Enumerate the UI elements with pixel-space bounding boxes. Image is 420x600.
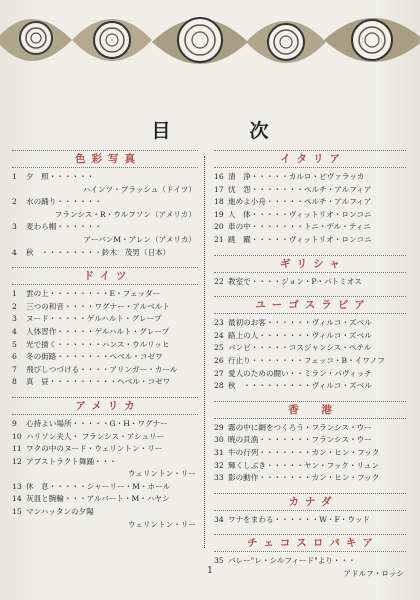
entry-number: 13 bbox=[12, 481, 22, 491]
entry-number: 4 bbox=[12, 326, 17, 336]
entry-number: 34 bbox=[214, 514, 224, 524]
entry-number: 6 bbox=[12, 352, 17, 362]
entry-title: 行止り・・・・・・・フェッコ・B・イワノフ bbox=[228, 355, 385, 365]
toc-entry bbox=[12, 301, 198, 314]
toc-entry bbox=[214, 184, 406, 197]
entry-number: 20 bbox=[214, 222, 224, 232]
entry-number: 22 bbox=[214, 276, 224, 286]
entry-title: 教室で・・・・ジョン・P・パトミオス bbox=[228, 276, 362, 286]
toc-entry bbox=[214, 317, 406, 330]
entry-author: ウェリントン・リー bbox=[127, 519, 196, 529]
section-heading: チェコスロバキア bbox=[214, 534, 406, 552]
eye-motif bbox=[246, 21, 326, 63]
entry-title: 輝くしぶき・・・・・ヤン・フック・リュン bbox=[228, 460, 380, 470]
entry-number: 1 bbox=[12, 289, 17, 299]
entry-title: 跳 躍・・・・・ヴィットリオ・ロンコニ bbox=[228, 234, 372, 244]
toc-entry bbox=[214, 514, 406, 527]
entry-author: フランシス・R・ウルフソン（アメリカ） bbox=[54, 209, 196, 219]
entry-title: ハリソン夫人・ フランシス・アシュリー bbox=[26, 431, 165, 441]
toc-entry bbox=[214, 342, 406, 355]
entry-title: 最初のお客・・・・・・ヴィルコ・ズベル bbox=[228, 318, 372, 328]
section-heading: カナダ bbox=[214, 493, 406, 511]
toc-entry bbox=[214, 422, 406, 435]
entry-title: 忧 怨・・・・・・・ペルチ・アルフィア bbox=[228, 184, 372, 194]
toc-entry bbox=[214, 380, 406, 393]
entry-number: 3 bbox=[12, 222, 17, 232]
toc-entry bbox=[214, 234, 406, 247]
toc-entry bbox=[214, 472, 406, 485]
toc-entry bbox=[12, 481, 198, 494]
toc-entry bbox=[214, 368, 406, 381]
eye-motif bbox=[324, 18, 420, 62]
entry-number: 28 bbox=[214, 381, 224, 391]
entry-number: 2 bbox=[12, 197, 17, 207]
section-heading: ユーゴスラビア bbox=[214, 296, 406, 314]
toc-entry bbox=[12, 196, 198, 209]
entry-number: 8 bbox=[12, 377, 17, 387]
eye-motif bbox=[152, 18, 248, 64]
toc-entry bbox=[214, 434, 406, 447]
entry-title: 三つの和音・・・・ワグナー・アルベルト bbox=[26, 301, 170, 311]
entry-title: 冬の街路・・・・・・・ヘベル・コゼワ bbox=[26, 352, 163, 362]
entry-number: 12 bbox=[12, 456, 22, 466]
toc-entry bbox=[12, 351, 198, 364]
entry-title: アブストラクト舞踊・・・ bbox=[26, 456, 117, 466]
toc-entry bbox=[12, 339, 198, 352]
entry-title: 影の動作・・・・・・・カン・ヒン・フック bbox=[228, 473, 380, 483]
entry-number: 19 bbox=[214, 209, 224, 219]
entry-number: 4 bbox=[12, 247, 17, 257]
toc-entry bbox=[214, 330, 406, 343]
entry-number: 2 bbox=[12, 301, 17, 311]
toc-entry bbox=[12, 364, 198, 377]
entry-number: 35 bbox=[214, 556, 224, 566]
page-title: 目 次 bbox=[151, 120, 299, 142]
entry-title: 飛びしつづける・・・・アリンガー・カール bbox=[26, 364, 178, 374]
entry-number: 17 bbox=[214, 184, 224, 194]
entry-title: 休 息・・・・・シャーリー・M・ホール bbox=[26, 481, 171, 491]
entry-title: バンビ・・・・・コスジャンシス・ペテル bbox=[228, 343, 372, 353]
entry-number: 24 bbox=[214, 330, 224, 340]
entry-title: 人体習作・・・・・ゲルハルト・グレープ bbox=[26, 326, 170, 336]
toc-entry bbox=[12, 221, 198, 234]
toc-entry bbox=[12, 288, 198, 301]
section-heading: ギリシャ bbox=[214, 255, 406, 273]
entry-number: 29 bbox=[214, 422, 224, 432]
toc-entry bbox=[12, 376, 198, 389]
entry-title: 路上の人・・・・・・・ヴィルコ・ズベル bbox=[228, 330, 372, 340]
entry-number: 27 bbox=[214, 368, 224, 378]
section-heading: イタリア bbox=[214, 150, 406, 168]
entry-title: 人 体・・・・・ヴィットリオ・ロンコニ bbox=[228, 209, 372, 219]
entry-number: 3 bbox=[12, 314, 17, 324]
entry-title: 車の中・・・・・・・トニ・デル・ティニ bbox=[228, 222, 371, 232]
entry-author: ハインツ・ブラッシュ（ドイツ） bbox=[82, 184, 196, 194]
entry-number: 9 bbox=[12, 418, 17, 428]
entry-title: ヌード・・・・・ゲルハルト・グレープ bbox=[26, 314, 162, 324]
entry-number: 10 bbox=[12, 431, 22, 441]
entry-title: 夕 照・・・・・・ bbox=[26, 172, 95, 181]
page-number: 1 bbox=[207, 566, 213, 576]
entry-title: 真 昼・・・・・・・・・ヘベル・コゼワ bbox=[26, 377, 171, 387]
entry-title: マンハッタンの夕陽 bbox=[26, 507, 94, 517]
toc-entry bbox=[12, 247, 198, 260]
entry-number: 15 bbox=[12, 507, 22, 517]
toc-entry bbox=[12, 431, 198, 444]
toc-entry bbox=[12, 443, 198, 456]
entry-title: ワナをまわる・・・・・・W・F・ウッド bbox=[228, 514, 371, 524]
entry-title: 雲の上・・・・・・・・E・フェッダー bbox=[26, 289, 161, 299]
toc-entry bbox=[12, 313, 198, 326]
entry-title: 秋 ・・・・・・・・・ヴィルコ・ズベル bbox=[228, 381, 372, 391]
entry-author: アドルフ・ロッシ bbox=[343, 568, 404, 578]
toc-entry bbox=[214, 209, 406, 222]
entry-title: 愛人のための闘い・・ミラン・パヴィッチ bbox=[228, 368, 372, 378]
entry-number: 14 bbox=[12, 494, 22, 504]
entry-number: 7 bbox=[12, 364, 17, 374]
toc-entry bbox=[12, 418, 198, 431]
entry-title: 光で描く・・・・・・ハンス・ウルリッヒ bbox=[26, 339, 170, 349]
toc-entry bbox=[12, 493, 198, 506]
entry-number: 21 bbox=[214, 234, 224, 244]
section-heading: ドイツ bbox=[12, 267, 198, 285]
eye-motif bbox=[0, 19, 72, 61]
entry-title: 進めよ小舟・・・・・ペルチ・アルフィア bbox=[228, 197, 372, 207]
toc-right-column bbox=[214, 150, 406, 580]
entry-number: 33 bbox=[214, 473, 224, 483]
toc-entry bbox=[214, 171, 406, 184]
entry-number: 32 bbox=[214, 460, 224, 470]
entry-number: 1 bbox=[12, 172, 17, 181]
toc-entry bbox=[12, 506, 198, 519]
entry-title: 心持よい場所・・・・・G・H・ワグナー bbox=[26, 418, 168, 428]
toc-entry bbox=[214, 460, 406, 473]
entry-title: 牛の行列・・・・・・・カン・ヒン・フック bbox=[228, 447, 380, 457]
entry-title: 水の踊り・・・・・・ bbox=[26, 197, 102, 207]
toc-entry bbox=[214, 221, 406, 234]
entry-title: バレー"レ・シルフィード"より・・・ bbox=[228, 556, 356, 566]
toc-entry bbox=[12, 456, 198, 469]
section-heading: アメリカ bbox=[12, 397, 198, 415]
eye-motif bbox=[72, 19, 152, 61]
toc-entry bbox=[214, 196, 406, 209]
entry-title: 灰皿と腕輪・・・アルバート・M・ハヤシ bbox=[26, 494, 170, 504]
entry-title: 麦わら帽・・・・・・ bbox=[26, 222, 102, 232]
entry-number: 5 bbox=[12, 339, 17, 349]
toc-entry bbox=[214, 447, 406, 460]
toc-entry bbox=[214, 355, 406, 368]
entry-author: アーバンM・アレン（アメリカ） bbox=[83, 234, 196, 244]
section-heading: 香 港 bbox=[214, 401, 406, 419]
decorative-eye-banner bbox=[0, 0, 420, 76]
entry-number: 11 bbox=[12, 444, 22, 454]
entry-number: 18 bbox=[214, 197, 224, 207]
entry-number: 31 bbox=[214, 447, 224, 457]
entry-author: ウェリントン・リー bbox=[127, 469, 196, 479]
entry-title: 秋 ・・・・・・・・鈴木 茂男（日本） bbox=[26, 247, 171, 257]
entry-title: 清 浄・・・・・カルロ・ピヴァラッカ bbox=[228, 172, 365, 181]
section-heading: 色彩写真 bbox=[12, 150, 198, 168]
entry-title: ワクの中のヌード・ウェリントン・リー bbox=[26, 444, 163, 454]
entry-number: 23 bbox=[214, 318, 224, 328]
entry-title: 霧の中に網をつくろう・フランシス・ウー bbox=[228, 422, 372, 432]
column-divider bbox=[204, 156, 205, 548]
entry-number: 16 bbox=[214, 172, 224, 181]
entry-number: 30 bbox=[214, 435, 224, 445]
toc-entry bbox=[12, 326, 198, 339]
toc-entry bbox=[214, 276, 406, 289]
entry-title: 暁の貝漁・・・・・・・フランシス・ウー bbox=[228, 435, 372, 445]
toc-entry bbox=[12, 171, 198, 184]
toc-left-column bbox=[12, 150, 198, 531]
entry-number: 25 bbox=[214, 343, 224, 353]
entry-number: 26 bbox=[214, 355, 224, 365]
